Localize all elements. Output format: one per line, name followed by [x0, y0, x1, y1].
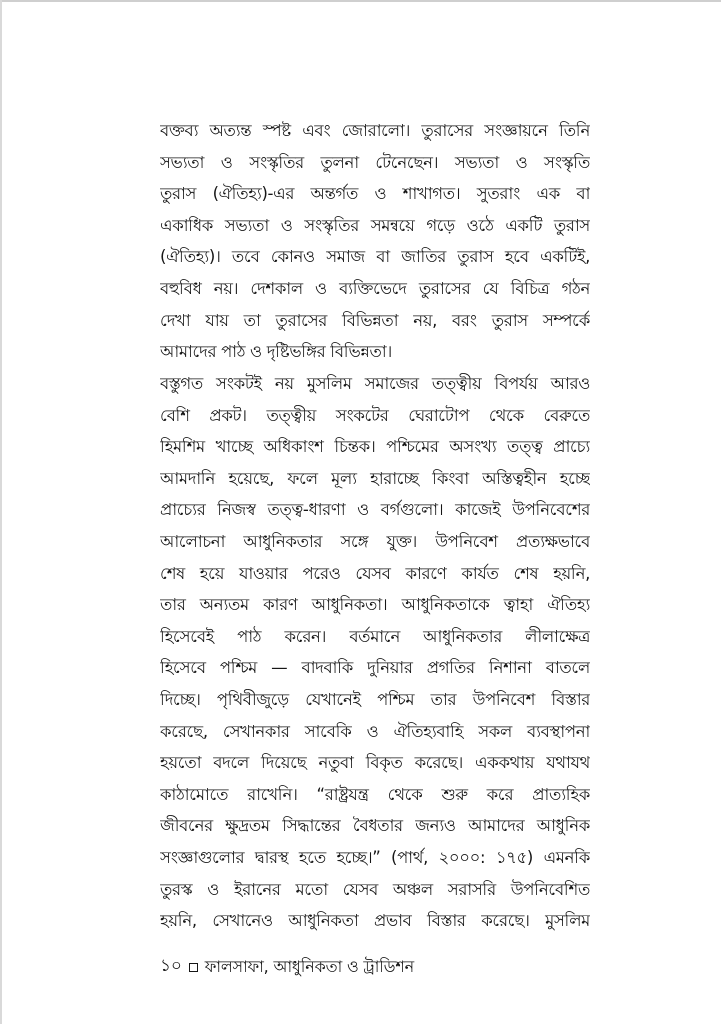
- square-separator-icon: [189, 963, 198, 972]
- text-line: বস্তুগত সংকটই নয় মুসলিম সমাজের তত্ত্বীয় বিপর্যয় আরও: [160, 374, 590, 393]
- text-line: হিমশিম খাচ্ছে অধিকাংশ চিন্তক। পশ্চিমের অসংখ্য তত্ত্ব প্রাচ্যে: [160, 437, 590, 457]
- text-line: হয়তো বদলে দিয়েছে নতুবা বিকৃত করেছে। এককথায় যথাযথ: [160, 753, 590, 773]
- text-line: বেশি প্রকট। তত্ত্বীয় সংকটের ঘেরাটোপ থেকে বেরুতে: [160, 405, 590, 425]
- text-line: তুরস্ক ও ইরানের মতো যেসব অঞ্চল সরাসরি উপনিবেশিত: [160, 879, 590, 899]
- text-line: দিচ্ছে। পৃথিবীজুড়ে যেখানেই পশ্চিম তার উপনিবেশ বিস্তার: [160, 689, 590, 709]
- text-line: হয়নি, সেখানেও আধুনিকতা প্রভাব বিস্তার করেছে। মুসলিম: [160, 911, 590, 931]
- text-line: প্রাচ্যের নিজস্ব তত্ত্ব-ধারণা ও বর্গগুলো। কাজেই উপনিবেশের: [160, 500, 590, 520]
- text-line: জীবনের ক্ষুদ্রতম সিদ্ধান্তের বৈধতার জন্যও আমাদের আধুনিক: [160, 816, 590, 836]
- text-line: তুরাস (ঐতিহ্য)-এর অন্তর্গত ও শাখাগত। সুতরাং এক বা: [160, 184, 590, 204]
- text-line: তার অন্যতম কারণ আধুনিকতা। আধুনিকতাকে ত্বাহা ঐতিহ্য: [160, 595, 590, 615]
- text-line: আমদানি হয়েছে, ফলে মূল্য হারাচ্ছে কিংবা অস্তিত্বহীন হচ্ছে: [160, 468, 590, 488]
- page-edge-left: [0, 0, 2, 1024]
- text-line: শেষ হয়ে যাওয়ার পরেও যেসব কারণে কার্যত শেষ হয়নি,: [160, 563, 590, 583]
- text-line: কাঠামোতে রাখেনি। “রাষ্ট্রযন্ত্র থেকে শুরু করে প্রাত্যহিক: [160, 784, 590, 804]
- text-line: সভ্যতা ও সংস্কৃতির তুলনা টেনেছেন। সভ্যতা ও সংস্কৃতি: [160, 152, 590, 172]
- text-line: হিসেবে পশ্চিম — বাদবাকি দুনিয়ার প্রগতির নিশানা বাতলে: [160, 658, 590, 678]
- page-edge-top: [0, 0, 721, 2]
- text-line: বক্তব্য অত্যন্ত স্পষ্ট এবং জোরালো। তুরাসের সংজ্ঞায়নে তিনি: [160, 121, 590, 140]
- text-line: একাধিক সভ্যতা ও সংস্কৃতির সমন্বয়ে গড়ে ওঠে একটি তুরাস: [160, 215, 590, 235]
- paragraph-2: [160, 368, 590, 937]
- running-footer: [160, 953, 590, 981]
- text-line: (ঐতিহ্য)। তবে কোনও সমাজ বা জাতির তুরাস হবে একটিই,: [160, 247, 590, 267]
- text-line: আলোচনা আধুনিকতার সঙ্গে যুক্ত। উপনিবেশ প্রত্যক্ষভাবে: [160, 531, 590, 551]
- paragraph-1: [160, 115, 590, 368]
- text-line: দেখা যায় তা তুরাসের বিভিন্নতা নয়, বরং তুরাস সম্পর্কে: [160, 310, 590, 330]
- text-line: বহুবিধ নয়। দেশকাল ও ব্যক্তিভেদে তুরাসের যে বিচিত্র গঠন: [160, 278, 590, 298]
- page-number: ১০: [160, 956, 182, 976]
- text-line: আমাদের পাঠ ও দৃষ্টিভঙ্গির বিভিন্নতা।: [160, 342, 392, 362]
- book-title: ফালসাফা, আধুনিকতা ও ট্রাডিশন: [204, 956, 414, 976]
- text-line: হিসেবেই পাঠ করেন। বর্তমানে আধুনিকতার লীলাক্ষেত্র: [160, 626, 590, 646]
- text-line: সংজ্ঞাগুলোর দ্বারস্থ হতে হচ্ছে।” (পার্থ, ২০০০: ১৭৫) এমনকি: [160, 847, 590, 867]
- text-line: করেছে, সেখানকার সাবেকি ও ঐতিহ্যবাহি সকল ব্যবস্থাপনা: [160, 721, 590, 741]
